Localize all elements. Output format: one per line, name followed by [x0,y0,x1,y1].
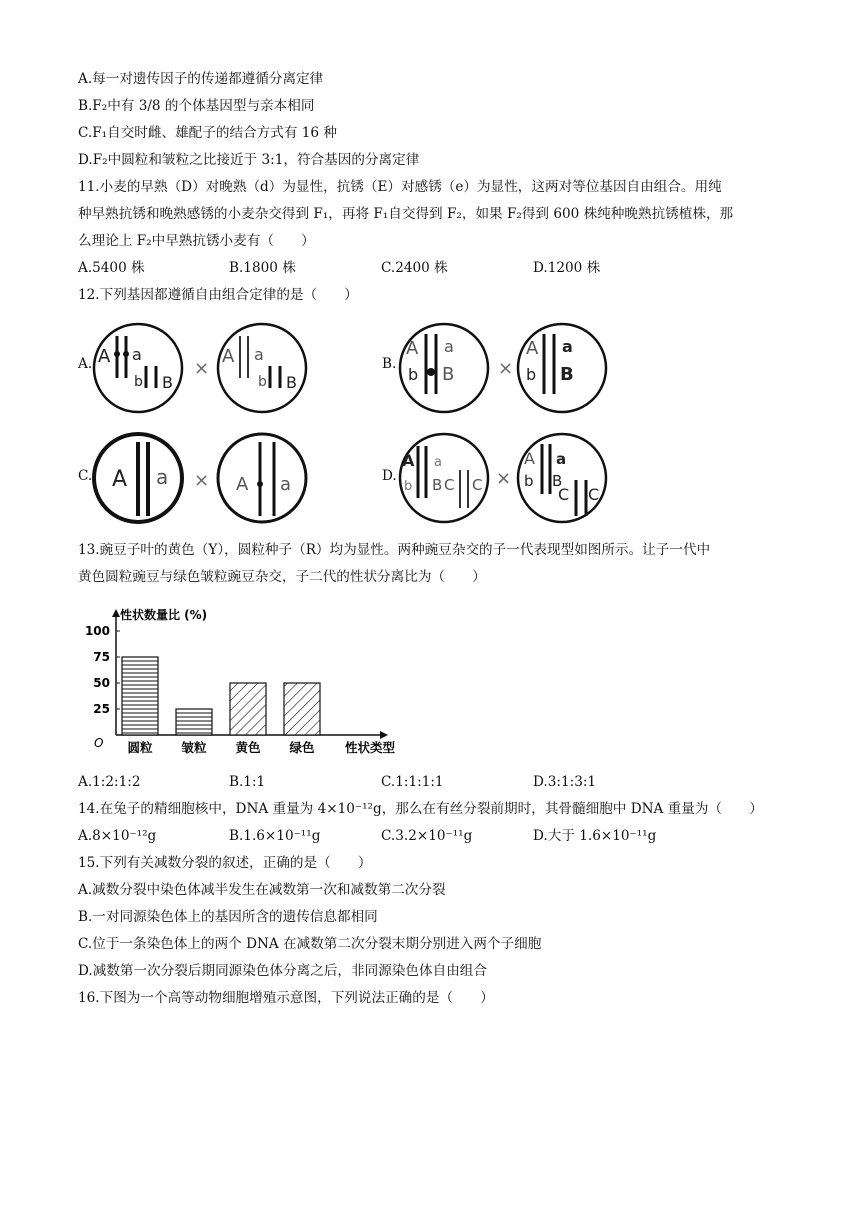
gene-label: C [444,476,455,494]
gene-label: B [552,472,563,490]
gene-label: b [526,365,537,384]
q11-stem-line3: 么理论上 F₂中早熟抗锈小麦有（ ） [78,233,315,249]
q12-stem: 12.下列基因都遵循自由组合定律的是（ ） [78,287,358,303]
gene-label: C [472,476,483,494]
gene-label: B [442,364,455,385]
origin-label: O [94,736,104,750]
y-axis-title: 性状数量比 (%) [120,608,208,622]
gene-label: A [406,338,419,359]
x-axis-arrow [380,731,388,739]
q15-stem: 15.下列有关减数分裂的叙述，正确的是（ ） [78,855,372,871]
gene-label: A [112,467,128,492]
q12-figure-d [396,428,616,528]
gene-label: B [162,373,173,392]
q15-option-a: A.减数分裂中染色体减半发生在减数第一次和减数第二次分裂 [78,882,446,898]
cross-symbol: × [498,358,514,379]
gene-label: C [558,485,570,504]
gene-label: A [402,451,415,470]
gene-label: B [432,476,443,494]
q12-figure-c [90,428,320,528]
y-tick-label: 75 [93,650,110,664]
gene-label: a [132,345,142,364]
q12-label-b: B. [382,356,397,372]
gene-label: a [156,465,169,489]
gene-label: a [280,474,292,495]
cross-symbol: × [496,468,512,489]
q10-option-a: A.每一对遗传因子的传递都遵循分离定律 [78,71,324,87]
gene-label: b [408,365,419,384]
q11-option-d: D.1200 株 [533,260,601,276]
gene-label: a [556,450,567,468]
gene-label: b [258,374,267,390]
q15-option-d: D.减数第一次分裂后期同源染色体分离之后，非同源染色体自由组合 [78,963,487,979]
gene-label: A [98,346,111,367]
q10-option-c: C.F₁自交时雌、雄配子的结合方式有 16 种 [78,125,337,141]
q13-stem-line1: 13.豌豆子叶的黄色（Y），圆粒种子（R）均为显性。两种豌豆杂交的子一代表现型如图所示。让子一代中 [78,542,711,558]
cell-circle [218,434,306,522]
gene-label: b [524,472,534,490]
centromere [257,481,263,487]
q11-stem-line1: 11.小麦的早熟（D）对晚熟（d）为显性，抗锈（E）对感锈（e）为显性，这两对等位基因自由组合。用纯 [78,179,722,195]
bar-绿色 [284,683,320,735]
gene-label: a [434,455,442,470]
q14-option-d: D.大于 1.6×10⁻¹¹g [533,828,657,844]
cross-symbol: × [194,358,210,379]
bar-圆粒 [122,657,158,735]
x-tick-label: 皱粒 [181,740,207,755]
q14-option-a: A.8×10⁻¹²g [78,828,157,844]
q14-option-b: B.1.6×10⁻¹¹g [229,828,321,844]
x-tick-label: 黄色 [235,740,261,755]
q11-option-a: A.5400 株 [78,260,145,276]
cell-circle [94,324,182,412]
bar-皱粒 [176,709,212,735]
gene-label: A [524,449,535,468]
gene-label: b [134,374,143,390]
gene-label: A [526,338,539,359]
q12-label-c: C. [78,468,93,484]
centromere [114,351,120,357]
q10-option-d: D.F₂中圆粒和皱粒之比接近于 3:1，符合基因的分离定律 [78,152,420,168]
q11-stem-line2: 种早熟抗锈和晚熟感锈的小麦杂交得到 F₁，再将 F₁自交得到 F₂，如果 F₂得到 600 株纯种晚熟抗锈植株，那 [78,206,734,222]
x-tick-label: 绿色 [289,740,315,755]
y-tick-label: 50 [93,676,110,690]
q11-option-c: C.2400 株 [381,260,448,276]
gene-label: a [444,337,454,356]
q15-option-b: B.一对同源染色体上的基因所含的遗传信息都相同 [78,909,378,925]
q12-figure-a [90,318,320,418]
centromere [427,368,435,376]
gene-label: A [222,346,235,367]
gene-label: B [286,373,297,392]
x-tick-label: 圆粒 [127,740,153,755]
q12-figure-b [396,318,616,418]
x-axis-title: 性状类型 [344,740,396,755]
y-tick-label: 25 [93,702,110,716]
gene-label: a [562,337,573,356]
cell-circle [218,324,306,412]
gene-label: A [236,474,249,495]
q13-option-a: A.1:2:1:2 [78,774,141,790]
y-axis-arrow [112,609,120,617]
q11-option-b: B.1800 株 [229,260,296,276]
gene-label: B [560,364,574,385]
q14-stem: 14.在兔子的精细胞核中，DNA 重量为 4×10⁻¹²g，那么在有丝分裂前期时，其骨髓细胞中 DNA 重量为（ ） [78,801,763,817]
q13-stem-line2: 黄色圆粒豌豆与绿色皱粒豌豆杂交，子二代的性状分离比为（ ） [78,569,486,585]
gene-label: b [404,479,413,494]
q10-option-b: B.F₂中有 3/8 的个体基因型与亲本相同 [78,98,315,114]
cross-symbol: × [194,470,210,491]
q12-label-a: A. [78,356,93,372]
q13-option-c: C.1:1:1:1 [381,774,444,790]
q16-stem: 16.下图为一个高等动物细胞增殖示意图，下列说法正确的是（ ） [78,990,494,1006]
q13-option-b: B.1:1 [229,774,266,790]
y-tick-label: 100 [84,624,110,638]
q15-option-c: C.位于一条染色体上的两个 DNA 在减数第二次分裂末期分别进入两个子细胞 [78,936,542,952]
gene-label: a [254,345,264,364]
bar-黄色 [230,683,266,735]
gene-label: C [588,485,600,504]
q14-option-c: C.3.2×10⁻¹¹g [381,828,473,844]
phenotype-bar-chart [80,603,400,763]
q13-option-d: D.3:1:3:1 [533,774,597,790]
q12-label-d: D. [382,468,397,484]
centromere [123,351,129,357]
